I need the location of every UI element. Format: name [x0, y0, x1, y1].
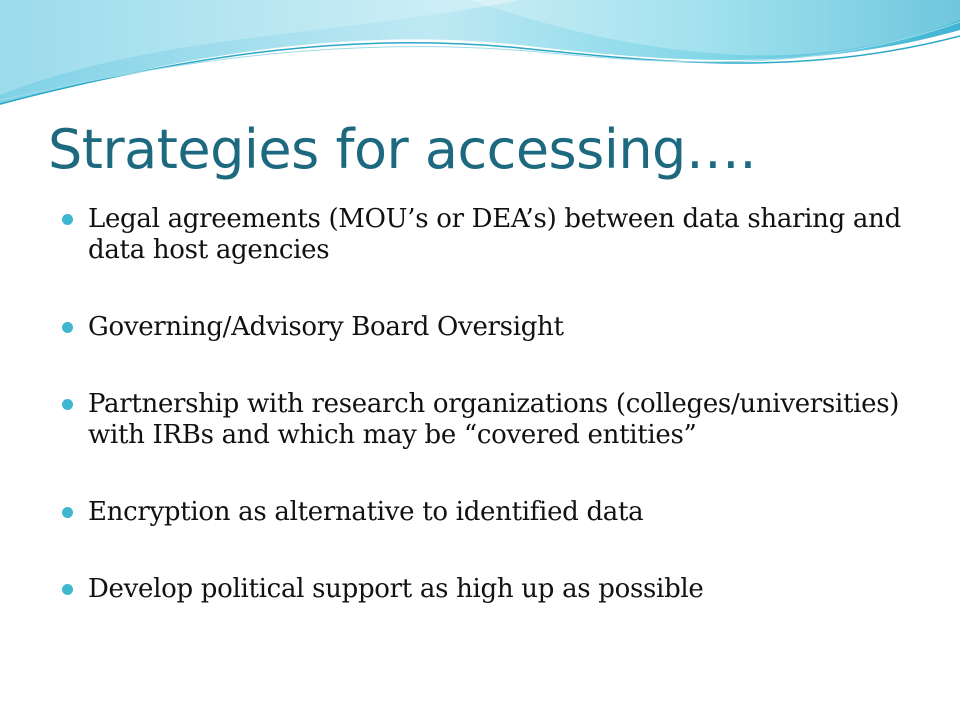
bullet-dot-icon [62, 322, 73, 333]
bullet-text: Encryption as alternative to identified data [88, 497, 644, 527]
bullet-item [62, 312, 902, 343]
bullet-item [62, 204, 902, 266]
bullet-dot-icon [62, 399, 73, 410]
bullet-dot-icon [62, 584, 73, 595]
bullet-text: Governing/Advisory Board Oversight [88, 312, 564, 342]
bullet-item [62, 574, 902, 605]
bullet-item [62, 389, 902, 451]
bullet-dot-icon [62, 507, 73, 518]
bullet-dot-icon [62, 214, 73, 225]
slide-title: Strategies for accessing…. [48, 118, 756, 181]
bullet-text: Legal agreements (MOU’s or DEA’s) between data sharing and data host agencies [88, 204, 901, 265]
bullet-text: Develop political support as high up as possible [88, 574, 704, 604]
bullet-list [62, 204, 902, 605]
bullet-text: Partnership with research organizations (colleges/universities) with IRBs and which may be “covered entities” [88, 389, 900, 450]
bullet-item [62, 497, 902, 528]
